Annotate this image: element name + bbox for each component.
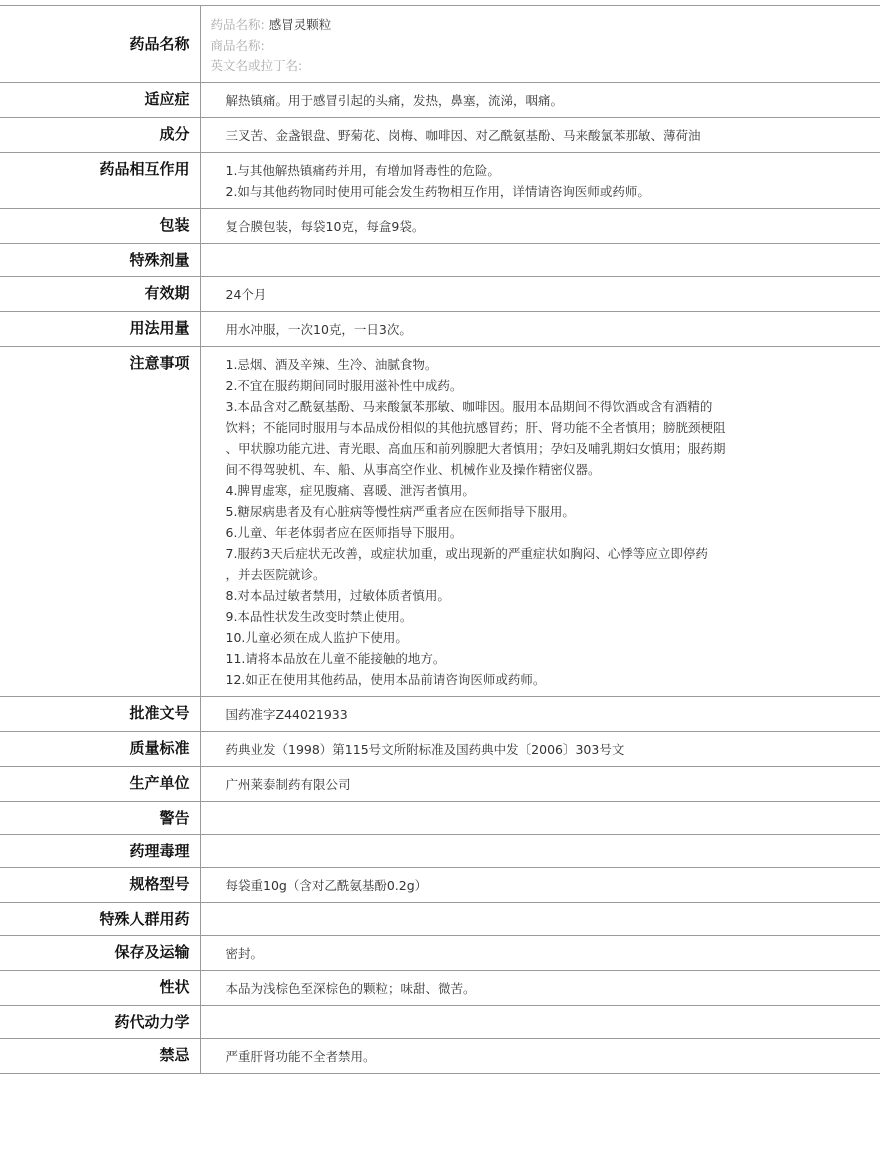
row-value [200,1039,880,1074]
value-line: 9.本品性状发生改变时禁止使用。 [225,609,413,624]
row-label: 规格型号 [0,868,200,903]
row-label: 药代动力学 [0,1006,200,1039]
row-label: 警告 [0,802,200,835]
table-row [0,802,880,835]
row-label: 有效期 [0,277,200,312]
row-drug-name [0,6,880,83]
table-row [0,767,880,802]
value-line: 严重肝肾功能不全者禁用。 [225,1049,376,1064]
row-label: 药理毒理 [0,835,200,868]
value-line: 12.如正在使用其他药品，使用本品前请咨询医师或药师。 [225,672,546,687]
table-row [0,835,880,868]
table-row [0,903,880,936]
value-line: 解热镇痛。用于感冒引起的头痛，发热，鼻塞，流涕，咽痛。 [225,93,564,108]
value-line: 密封。 [225,946,264,961]
row-value [200,868,880,903]
row-label: 适应症 [0,83,200,118]
row-label: 特殊剂量 [0,244,200,277]
value-line: 间不得驾驶机、车、船、从事高空作业、机械作业及操作精密仪器。 [225,462,601,477]
row-label: 用法用量 [0,312,200,347]
value-line: 广州莱泰制药有限公司 [225,777,351,792]
value-line: 11.请将本品放在儿童不能接触的地方。 [225,651,446,666]
table-row [0,697,880,732]
table-row [0,83,880,118]
row-label: 禁忌 [0,1039,200,1074]
table-row [0,209,880,244]
table-row [0,1006,880,1039]
value-line: 、甲状腺功能亢进、青光眼、高血压和前列腺肥大者慎用；孕妇及哺乳期妇女慎用；服药期 [225,441,726,456]
value-line: 1.与其他解热镇痛药并用，有增加肾毒性的危险。 [225,163,500,178]
table-row [0,936,880,971]
value-line: 3.本品含对乙酰氨基酚、马来酸氯苯那敏、咖啡因。服用本品期间不得饮酒或含有酒精的 [225,399,713,414]
generic-name-prefix: 药品名称: [210,17,265,32]
row-value [200,347,880,697]
value-line: 三叉苦、金盏银盘、野菊花、岗梅、咖啡因、对乙酰氨基酚、马来酸氯苯那敏、薄荷油 [225,128,701,143]
value-line: 1.忌烟、酒及辛辣、生冷、油腻食物。 [225,357,438,372]
generic-name-line [211,15,880,36]
row-label: 生产单位 [0,767,200,802]
value-line: 国药准字Z44021933 [225,707,348,722]
value-line: 7.服药3天后症状无改善，或症状加重，或出现新的严重症状如胸闷、心悸等应立即停药 [225,546,708,561]
row-label: 包装 [0,209,200,244]
table-row [0,312,880,347]
value-line: 2.如与其他药物同时使用可能会发生药物相互作用，详情请咨询医师或药师。 [225,184,650,199]
table-row [0,118,880,153]
row-value [200,971,880,1006]
row-value [200,936,880,971]
row-label: 成分 [0,118,200,153]
value-line: 4.脾胃虚寒，症见腹痛、喜暖、泄泻者慎用。 [225,483,475,498]
row-label: 质量标准 [0,732,200,767]
value-line: 每袋重10g（含对乙酰氨基酚0.2g） [225,878,428,893]
row-label: 保存及运输 [0,936,200,971]
row-value [200,209,880,244]
table-row [0,732,880,767]
row-label: 性状 [0,971,200,1006]
value-line: 复合膜包装，每袋10克，每盒9袋。 [225,219,425,234]
row-value [200,244,880,277]
generic-name-value: 感冒灵颗粒 [268,17,332,32]
table-row [0,971,880,1006]
row-value [200,903,880,936]
value-line: 药典业发（1998）第115号文所附标准及国药典中发〔2006〕303号文 [225,742,625,757]
row-label: 批准文号 [0,697,200,732]
row-label: 药品相互作用 [0,153,200,209]
row-value [200,1006,880,1039]
row-value [200,835,880,868]
english-name-prefix: 英文名或拉丁名: [210,58,303,73]
row-value [200,802,880,835]
value-line: 8.对本品过敏者禁用，过敏体质者慎用。 [225,588,450,603]
value-line: 饮料；不能同时服用与本品成份相似的其他抗感冒药；肝、肾功能不全者慎用；膀胱颈梗阻 [225,420,726,435]
value-line: 10.儿童必须在成人监护下使用。 [225,630,408,645]
drug-info-table [0,5,880,1074]
trade-name-prefix: 商品名称: [210,37,265,53]
row-label: 药品名称 [0,6,200,83]
drug-info-sheet [0,5,880,1074]
row-value [200,767,880,802]
table-row [0,1039,880,1074]
value-line: 用水冲服，一次10克，一日3次。 [225,322,412,337]
row-value [200,118,880,153]
value-line: 6.儿童、年老体弱者应在医师指导下服用。 [225,525,463,540]
table-row [0,868,880,903]
row-value [200,277,880,312]
table-row [0,244,880,277]
row-value [200,732,880,767]
table-row [0,347,880,697]
row-value [200,153,880,209]
drug-name-values [200,6,880,83]
value-line: 本品为浅棕色至深棕色的颗粒；味甜、微苦。 [225,981,476,996]
value-line: 5.糖尿病患者及有心脏病等慢性病严重者应在医师指导下服用。 [225,504,575,519]
row-value [200,312,880,347]
row-value [200,83,880,118]
value-line: 24个月 [225,287,267,302]
value-line: ，并去医院就诊。 [225,567,326,582]
value-line: 2.不宜在服药期间同时服用滋补性中成药。 [225,378,463,393]
row-value [200,697,880,732]
table-row [0,277,880,312]
row-label: 注意事项 [0,347,200,697]
table-row [0,153,880,209]
row-label: 特殊人群用药 [0,903,200,936]
